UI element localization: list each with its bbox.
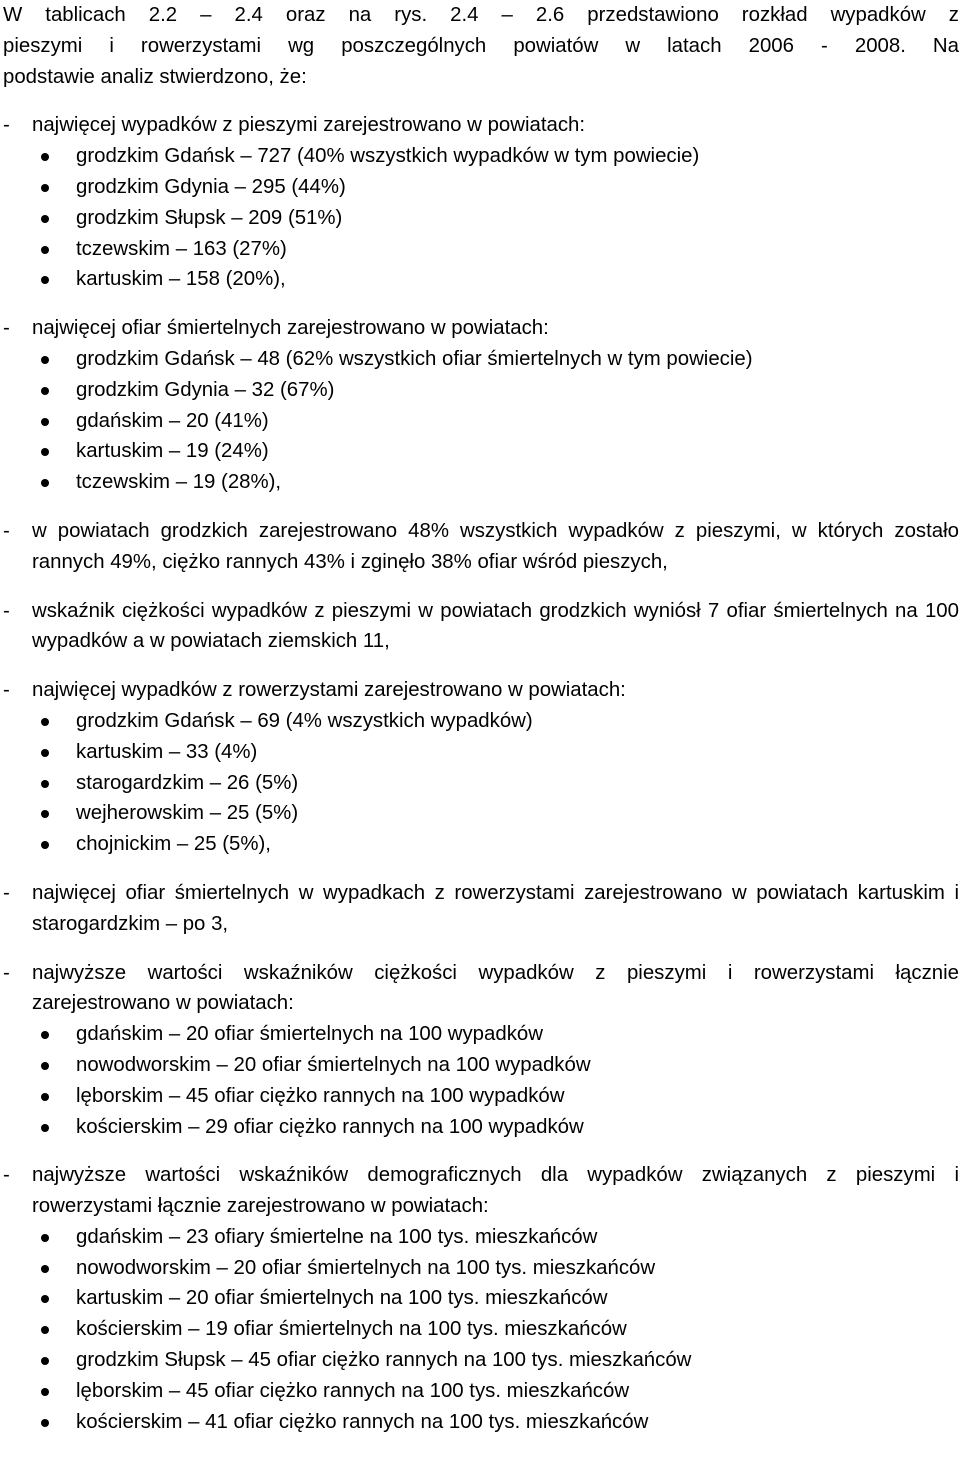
finding-lead: [3, 313, 959, 344]
intro-paragraph: [3, 0, 959, 92]
list-item: tczewskim – 19 (28%),: [3, 467, 959, 498]
dash-marker: -: [3, 881, 10, 904]
finding-section: [3, 516, 959, 578]
finding-lead: [3, 596, 959, 658]
list-item: kościerskim – 19 ofiar śmiertelnych na 100 tys. mieszkańców: [3, 1314, 959, 1345]
finding-lead-text: najwięcej wypadków z rowerzystami zarejestrowano w powiatach:: [32, 679, 626, 702]
spacer: [3, 657, 959, 675]
finding-lead: [3, 878, 959, 940]
list-item: grodzkim Gdańsk – 69 (4% wszystkich wypadków): [3, 706, 959, 737]
finding-lead-text: w powiatach grodzkich zarejestrowano 48% wszystkich wypadków z pieszymi, w których zostało rannych 49%, ciężko rannych 43% i zginęło 38% ofiar wśród pieszych,: [32, 519, 959, 573]
intro-line-2: pieszymi i rowerzystami wg poszczególnych powiatów w latach 2006 - 2008. Na: [3, 34, 959, 57]
spacer: [3, 1142, 959, 1160]
list-item: grodzkim Gdańsk – 727 (40% wszystkich wypadków w tym powiecie): [3, 141, 959, 172]
list-item: kartuskim – 33 (4%): [3, 737, 959, 768]
dash-marker: -: [3, 519, 10, 542]
dash-marker: -: [3, 1164, 10, 1187]
spacer: [3, 498, 959, 516]
list-item: chojnickim – 25 (5%),: [3, 829, 959, 860]
list-item: kartuskim – 158 (20%),: [3, 264, 959, 295]
finding-section: [3, 958, 959, 1143]
list-item: grodzkim Gdynia – 295 (44%): [3, 172, 959, 203]
list-item: grodzkim Słupsk – 209 (51%): [3, 203, 959, 234]
list-item: tczewskim – 163 (27%): [3, 234, 959, 265]
list-item: nowodworskim – 20 ofiar śmiertelnych na 100 tys. mieszkańców: [3, 1253, 959, 1284]
dash-marker: -: [3, 961, 10, 984]
finding-section: [3, 878, 959, 940]
list-item: kartuskim – 20 ofiar śmiertelnych na 100 tys. mieszkańców: [3, 1283, 959, 1314]
spacer: [3, 578, 959, 596]
list-item: starogardzkim – 26 (5%): [3, 768, 959, 799]
finding-lead-text: najwyższe wartości wskaźników demograficznych dla wypadków związanych z pieszymi i rowerzystami łącznie zarejestrowano w powiatach:: [32, 1164, 959, 1218]
finding-lead-text: najwięcej ofiar śmiertelnych zarejestrowano w powiatach:: [32, 317, 549, 340]
finding-lead: [3, 958, 959, 1020]
finding-section: [3, 110, 959, 295]
list-item: lęborskim – 45 ofiar ciężko rannych na 100 tys. mieszkańców: [3, 1376, 959, 1407]
list-item: nowodworskim – 20 ofiar śmiertelnych na 100 wypadków: [3, 1050, 959, 1081]
finding-section: [3, 1160, 959, 1437]
spacer: [3, 860, 959, 878]
finding-lead: [3, 110, 959, 141]
finding-section: [3, 313, 959, 498]
dash-marker: -: [3, 679, 10, 702]
bullet-list: [3, 706, 959, 860]
list-item: wejherowskim – 25 (5%): [3, 798, 959, 829]
spacer: [3, 295, 959, 313]
findings-list: [3, 110, 959, 1437]
intro-line-3: podstawie analiz stwierdzono, że:: [3, 65, 307, 88]
spacer: [3, 92, 959, 110]
finding-lead-text: najwięcej ofiar śmiertelnych w wypadkach z rowerzystami zarejestrowano w powiatach kartuskim i starogardzkim – po 3,: [32, 881, 959, 935]
list-item: kościerskim – 41 ofiar ciężko rannych na 100 tys. mieszkańców: [3, 1407, 959, 1438]
list-item: grodzkim Gdynia – 32 (67%): [3, 375, 959, 406]
bullet-list: [3, 344, 959, 498]
finding-lead-text: najwyższe wartości wskaźników ciężkości wypadków z pieszymi i rowerzystami łącznie zarejestrowano w powiatach:: [32, 961, 959, 1015]
dash-marker: -: [3, 114, 10, 137]
finding-lead: [3, 1160, 959, 1222]
finding-lead: [3, 675, 959, 706]
list-item: grodzkim Gdańsk – 48 (62% wszystkich ofiar śmiertelnych w tym powiecie): [3, 344, 959, 375]
list-item: kartuskim – 19 (24%): [3, 436, 959, 467]
list-item: gdańskim – 23 ofiary śmiertelne na 100 tys. mieszkańców: [3, 1222, 959, 1253]
bullet-list: [3, 1222, 959, 1438]
finding-section: [3, 675, 959, 860]
list-item: lęborskim – 45 ofiar ciężko rannych na 100 wypadków: [3, 1081, 959, 1112]
spacer: [3, 940, 959, 958]
dash-marker: -: [3, 317, 10, 340]
finding-section: [3, 596, 959, 658]
finding-lead-text: wskaźnik ciężkości wypadków z pieszymi w powiatach grodzkich wyniósł 7 ofiar śmiertelnych na 100 wypadków a w powiatach ziemskich 11,: [32, 599, 959, 653]
dash-marker: -: [3, 599, 10, 622]
intro-line-1: W tablicach 2.2 – 2.4 oraz na rys. 2.4 – 2.6 przedstawiono rozkład wypadków z: [3, 4, 959, 26]
list-item: kościerskim – 29 ofiar ciężko rannych na 100 wypadków: [3, 1112, 959, 1143]
list-item: gdańskim – 20 (41%): [3, 406, 959, 437]
list-item: gdańskim – 20 ofiar śmiertelnych na 100 wypadków: [3, 1019, 959, 1050]
list-item: grodzkim Słupsk – 45 ofiar ciężko rannych na 100 tys. mieszkańców: [3, 1345, 959, 1376]
finding-lead-text: najwięcej wypadków z pieszymi zarejestrowano w powiatach:: [32, 114, 586, 137]
bullet-list: [3, 141, 959, 295]
finding-lead: [3, 516, 959, 578]
bullet-list: [3, 1019, 959, 1142]
